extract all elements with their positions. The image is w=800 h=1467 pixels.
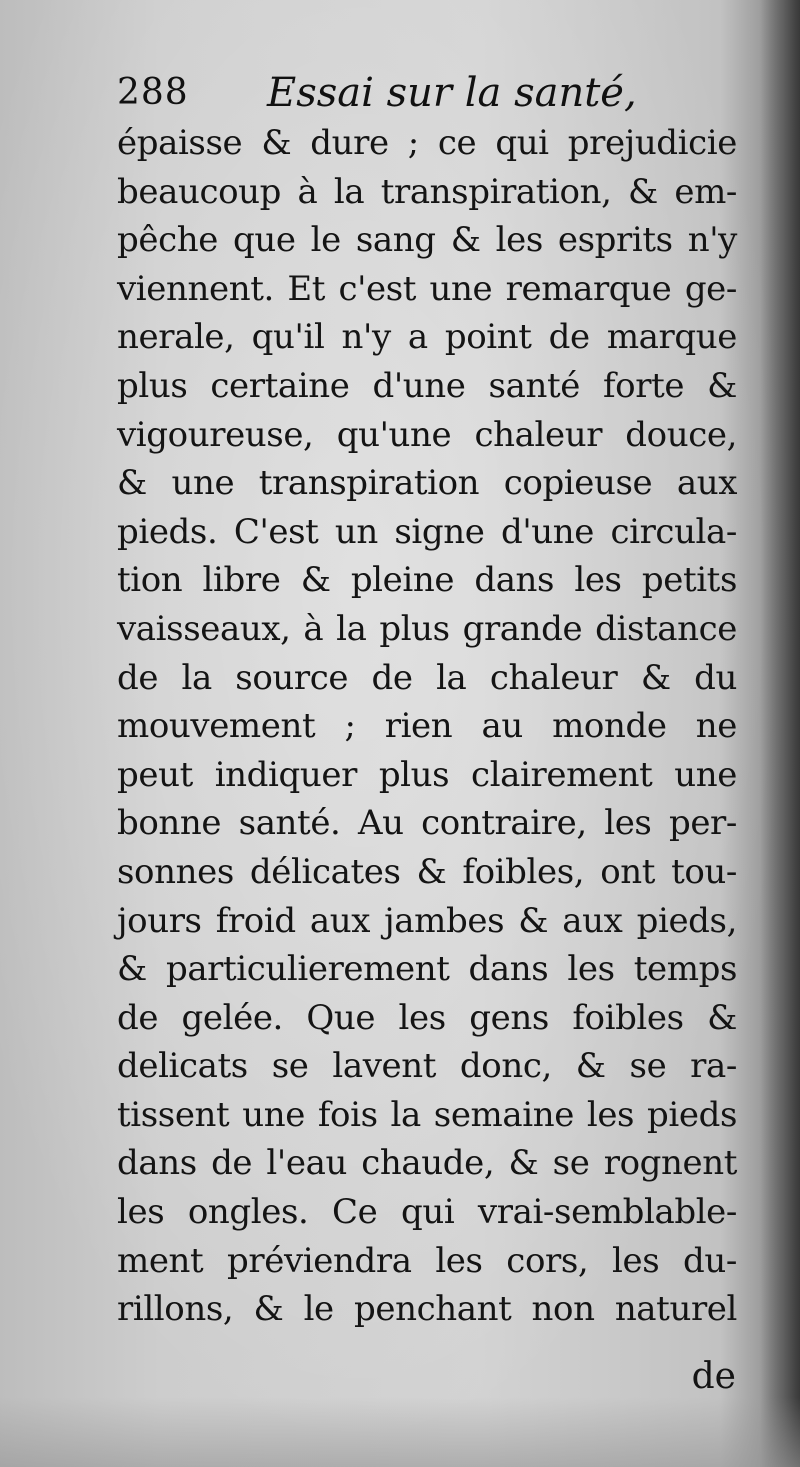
body-text xyxy=(117,119,737,1334)
text-line: & une transpiration copieuse aux xyxy=(117,463,737,504)
text-line: bonne santé. Au contraire, les per- xyxy=(117,803,737,844)
text-line: vigoureuse, qu'une chaleur douce, xyxy=(117,414,737,455)
text-line: de la source de la chaleur & du xyxy=(117,657,737,698)
text-line: tissent une fois la semaine les pieds xyxy=(117,1094,737,1135)
text-line: épaisse & dure ; ce qui prejudicie xyxy=(117,123,737,163)
text-line: mouvement ; rien au monde ne xyxy=(117,706,737,747)
page-number: 288 xyxy=(117,72,189,113)
text-line: delicats se lavent donc, & se ra- xyxy=(117,1046,737,1087)
text-line: les ongles. Ce qui vrai-semblable- xyxy=(117,1192,737,1233)
text-line: jours froid aux jambes & aux pieds, xyxy=(117,900,737,941)
text-line: nerale, qu'il n'y a point de marque xyxy=(117,317,737,358)
text-line: pieds. C'est un signe d'une circula- xyxy=(117,511,737,552)
text-line: plus certaine d'une santé forte & xyxy=(117,365,737,406)
text-line: de gelée. Que les gens foibles & xyxy=(117,997,737,1038)
page-header xyxy=(117,68,737,118)
text-line: beaucoup à la transpiration, & em- xyxy=(117,171,737,212)
text-line: viennent. Et c'est une remarque ge- xyxy=(117,268,737,309)
text-line: ment préviendra les cors, les du- xyxy=(117,1240,737,1281)
running-title: Essai sur la santé, xyxy=(267,70,637,116)
text-line: & particulierement dans les temps xyxy=(117,949,737,990)
text-line: rillons, & le penchant non naturel xyxy=(117,1289,737,1330)
catchword: de xyxy=(691,1356,736,1397)
text-line: peut indiquer plus clairement une xyxy=(117,754,737,795)
page-bottom-shade xyxy=(0,1397,800,1467)
text-line: pêche que le sang & les esprits n'y xyxy=(117,220,737,261)
text-line: tion libre & pleine dans les petits xyxy=(117,560,737,601)
text-line: vaisseaux, à la plus grande distance xyxy=(117,608,737,649)
page-gutter-shadow xyxy=(760,0,800,1467)
text-line: sonnes délicates & foibles, ont tou- xyxy=(117,851,737,892)
text-line: dans de l'eau chaude, & se rognent xyxy=(117,1143,737,1184)
